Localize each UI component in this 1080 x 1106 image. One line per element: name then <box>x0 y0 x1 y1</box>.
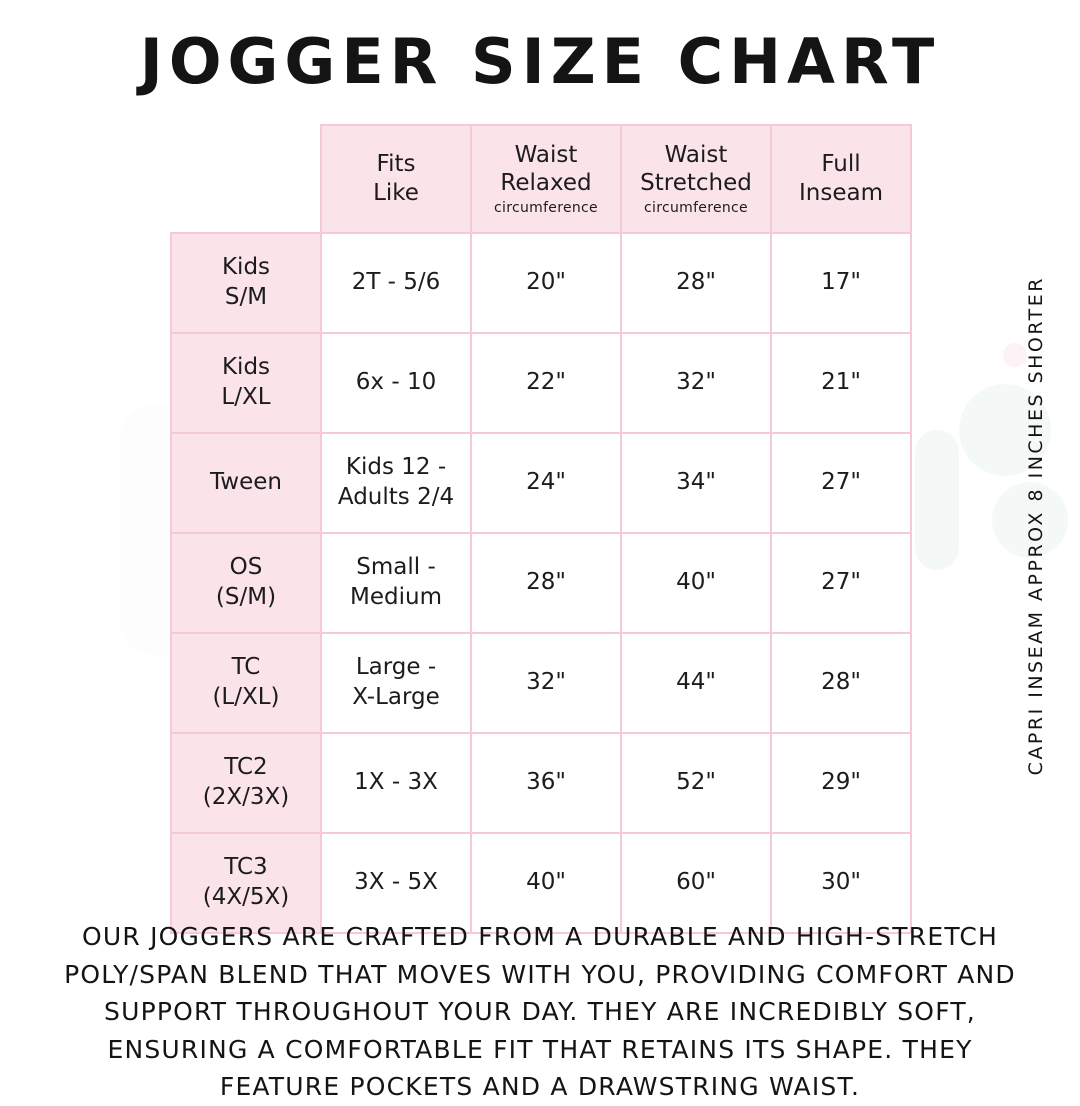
row-size-line2: (S/M) <box>215 584 277 610</box>
table-row <box>171 233 911 333</box>
cell-full-inseam: 30" <box>771 833 911 933</box>
cell-full-inseam: 29" <box>771 733 911 833</box>
capri-inseam-note <box>1016 236 1056 816</box>
row-size-line2: (2X/3X) <box>202 784 290 810</box>
header-full-inseam <box>771 125 911 233</box>
cell-fits-like-line1: 2T - 5/6 <box>351 269 441 296</box>
header-waist-relaxed-sub: circumference <box>494 200 598 216</box>
cell-fits-like <box>321 433 471 533</box>
cell-waist-relaxed: 36" <box>471 733 621 833</box>
cell-waist-relaxed: 22" <box>471 333 621 433</box>
header-fits-like-line1: Fits <box>376 151 416 178</box>
table-row <box>171 333 911 433</box>
cell-waist-stretched: 52" <box>621 733 771 833</box>
cell-fits-like <box>321 333 471 433</box>
cell-waist-relaxed: 40" <box>471 833 621 933</box>
table-row <box>171 633 911 733</box>
cell-fits-like-line2: X-Large <box>352 684 440 710</box>
cell-waist-stretched: 60" <box>621 833 771 933</box>
cell-fits-like <box>321 633 471 733</box>
cell-waist-relaxed: 28" <box>471 533 621 633</box>
header-full-inseam-line2: Inseam <box>799 180 883 206</box>
cell-fits-like <box>321 733 471 833</box>
page-title: JOGGER SIZE CHART <box>139 25 941 98</box>
cell-full-inseam: 27" <box>771 433 911 533</box>
row-size-line1: TC3 <box>224 854 268 881</box>
cell-fits-like <box>321 533 471 633</box>
row-size-label <box>171 233 321 333</box>
table-row <box>171 433 911 533</box>
cell-full-inseam: 27" <box>771 533 911 633</box>
header-fits-like <box>321 125 471 233</box>
cell-waist-stretched: 28" <box>621 233 771 333</box>
header-full-inseam-line1: Full <box>821 151 861 178</box>
row-size-line2: (L/XL) <box>212 684 280 710</box>
cell-waist-stretched: 34" <box>621 433 771 533</box>
row-size-label <box>171 533 321 633</box>
table-row <box>171 733 911 833</box>
header-row <box>171 125 911 233</box>
table-body <box>171 233 911 933</box>
cell-waist-stretched: 44" <box>621 633 771 733</box>
cell-full-inseam: 17" <box>771 233 911 333</box>
row-size-line2: S/M <box>224 284 268 310</box>
cell-waist-relaxed: 20" <box>471 233 621 333</box>
row-size-line1: TC2 <box>224 754 268 781</box>
size-chart-table <box>170 124 912 934</box>
row-size-label <box>171 433 321 533</box>
header-waist-stretched-sub: circumference <box>644 200 748 216</box>
header-waist-relaxed <box>471 125 621 233</box>
cell-waist-stretched: 32" <box>621 333 771 433</box>
row-size-line2: L/XL <box>221 384 271 410</box>
cell-fits-like-line1: 3X - 5X <box>354 869 438 896</box>
cell-waist-relaxed: 32" <box>471 633 621 733</box>
table-header <box>171 125 911 233</box>
row-size-line2: (4X/5X) <box>202 884 290 910</box>
row-size-label <box>171 733 321 833</box>
header-fits-like-line2: Like <box>373 180 419 206</box>
table-row <box>171 533 911 633</box>
header-waist-stretched-line1: Waist <box>664 141 728 168</box>
row-size-line1: Kids <box>221 254 271 281</box>
cell-full-inseam: 28" <box>771 633 911 733</box>
row-size-label <box>171 333 321 433</box>
cell-fits-like <box>321 233 471 333</box>
cell-fits-like-line2: Medium <box>350 584 442 610</box>
row-size-line1: Tween <box>210 469 282 496</box>
row-size-line1: Kids <box>221 354 271 381</box>
header-waist-relaxed-line1: Waist <box>514 141 578 168</box>
footer-description: OUR JOGGERS ARE CRAFTED FROM A DURABLE AND HIGH-STRETCH POLY/SPAN BLEND THAT MOVES WITH YOU, PROVIDING COMFORT AND SUPPORT THROUGHOUT YOUR DAY. THEY ARE INCREDIBLY SOFT, ENSURING A COMFORTABLE FIT THAT RETAINS ITS SHAPE. THEY FEATURE POCKETS AND A DRAWSTRING WAIST. <box>64 922 1016 1101</box>
cell-waist-stretched: 40" <box>621 533 771 633</box>
row-size-label <box>171 633 321 733</box>
row-size-line1: TC <box>231 654 261 681</box>
header-waist-stretched <box>621 125 771 233</box>
row-size-line1: OS <box>229 554 263 581</box>
capri-inseam-note-text: CAPRI INSEAM APPROX 8 INCHES SHORTER <box>1025 276 1047 776</box>
cell-full-inseam: 21" <box>771 333 911 433</box>
header-waist-relaxed-line2: Relaxed <box>500 170 592 197</box>
size-chart-table-wrapper <box>170 124 910 934</box>
header-corner-blank <box>171 125 321 233</box>
header-waist-stretched-line2: Stretched <box>640 170 752 197</box>
cell-waist-relaxed: 24" <box>471 433 621 533</box>
cell-fits-like-line1: Large - <box>355 654 437 681</box>
cell-fits-like-line1: Small - <box>356 554 436 581</box>
cell-fits-like-line1: 6x - 10 <box>355 369 437 396</box>
cell-fits-like-line2: Adults 2/4 <box>337 484 455 510</box>
cell-fits-like-line1: 1X - 3X <box>354 769 438 796</box>
cell-fits-like-line1: Kids 12 - <box>345 454 447 481</box>
